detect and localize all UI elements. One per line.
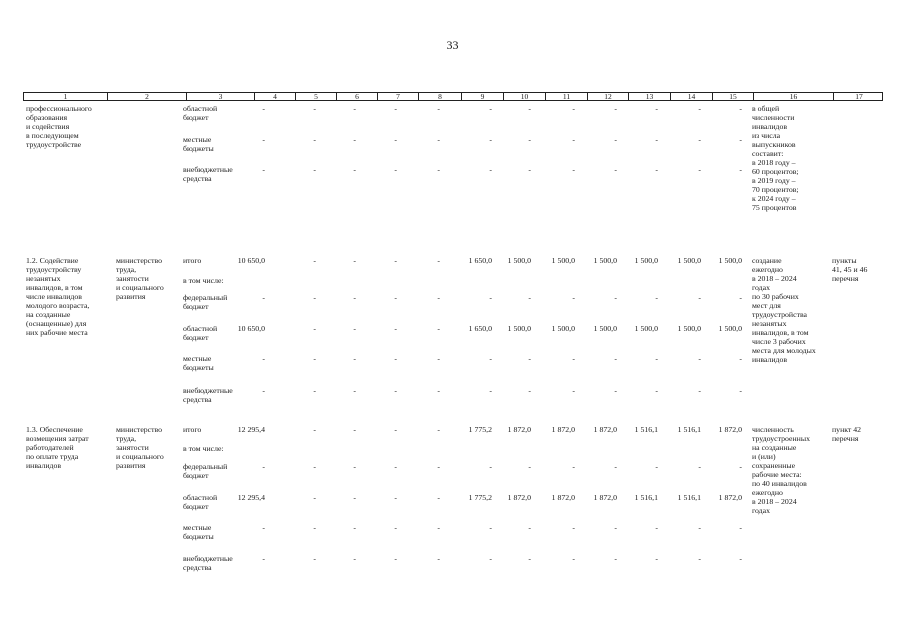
header-cell: 17 [833, 93, 884, 100]
funding-value: - [739, 135, 742, 144]
funding-value: - [739, 104, 742, 113]
funding-source: местные бюджеты [183, 135, 214, 153]
header-cell: 2 [107, 93, 186, 100]
header-cell: 16 [753, 93, 833, 100]
header-cell: 12 [587, 93, 628, 100]
funding-value: - [655, 165, 658, 174]
funding-value: - [614, 462, 617, 471]
funding-value: - [313, 165, 316, 174]
funding-value: - [698, 135, 701, 144]
funding-value: 1 872,0 [551, 425, 575, 434]
header-cell: 8 [418, 93, 461, 100]
funding-value: - [572, 165, 575, 174]
funding-value: - [655, 354, 658, 363]
funding-source: местные бюджеты [183, 523, 214, 541]
funding-value: 1 872,0 [507, 493, 531, 502]
funding-value: - [655, 523, 658, 532]
funding-value: - [698, 104, 701, 113]
funding-value: - [353, 554, 356, 563]
funding-value: 12 295,4 [237, 425, 265, 434]
funding-value: 10 650,0 [237, 256, 265, 265]
funding-value: - [739, 293, 742, 302]
funding-value: - [655, 293, 658, 302]
funding-source: внебюджетные средства [183, 165, 233, 183]
funding-value: - [614, 135, 617, 144]
header-cell: 4 [254, 93, 295, 100]
measure-name: 1.3. Обеспечение возмещения затрат работодателей по оплате труда инвалидов [26, 425, 89, 470]
funding-value: - [698, 354, 701, 363]
funding-value: - [655, 135, 658, 144]
funding-value: - [262, 462, 265, 471]
funding-source: федеральный бюджет [183, 462, 228, 480]
funding-source: итого [183, 256, 202, 265]
funding-value: - [437, 523, 440, 532]
funding-value: - [698, 386, 701, 395]
funding-value: 1 500,0 [718, 256, 742, 265]
funding-source: местные бюджеты [183, 354, 214, 372]
funding-value: - [353, 135, 356, 144]
funding-value: 1 516,1 [677, 425, 701, 434]
funding-value: 1 516,1 [634, 493, 658, 502]
funding-value: - [437, 493, 440, 502]
funding-value: - [437, 425, 440, 434]
header-cell: 14 [670, 93, 712, 100]
header-cell: 11 [545, 93, 587, 100]
funding-value: 1 500,0 [677, 324, 701, 333]
funding-value: - [353, 386, 356, 395]
funding-value: - [394, 493, 397, 502]
funding-value: 1 500,0 [593, 324, 617, 333]
measure-name: профессионального образования и содействия в последующем трудоустройстве [26, 104, 92, 149]
funding-value: 1 500,0 [718, 324, 742, 333]
funding-value: - [437, 256, 440, 265]
funding-value: 1 500,0 [551, 324, 575, 333]
header-cell: 9 [461, 93, 503, 100]
funding-value: - [394, 324, 397, 333]
funding-value: 1 500,0 [634, 256, 658, 265]
funding-value: - [353, 425, 356, 434]
funding-value: - [262, 135, 265, 144]
funding-value: 1 500,0 [634, 324, 658, 333]
funding-source: федеральный бюджет [183, 293, 228, 311]
funding-value: - [262, 165, 265, 174]
header-cell: 6 [336, 93, 377, 100]
funding-value: - [313, 523, 316, 532]
funding-value: - [394, 523, 397, 532]
funding-value: - [528, 523, 531, 532]
funding-value: - [698, 165, 701, 174]
funding-value: - [572, 462, 575, 471]
funding-value: - [528, 554, 531, 563]
funding-value: - [614, 293, 617, 302]
reference-note: пункты 41, 45 и 46 перечня [832, 256, 868, 283]
funding-value: - [572, 293, 575, 302]
funding-value: - [614, 104, 617, 113]
funding-value: - [353, 256, 356, 265]
funding-value: 1 650,0 [468, 324, 492, 333]
funding-value: - [489, 462, 492, 471]
funding-value: - [394, 386, 397, 395]
funding-value: - [394, 104, 397, 113]
funding-value: - [572, 386, 575, 395]
measure-name: 1.2. Содействие трудоустройству незанятых инвалидов, в том числе инвалидов молодого возраста, на созданные (оснащенные) для них рабочие места [26, 256, 90, 337]
funding-source: итого [183, 425, 202, 434]
header-cell: 1 [63, 92, 68, 101]
funding-value: - [572, 554, 575, 563]
funding-value: - [528, 386, 531, 395]
funding-source: областной бюджет [183, 104, 218, 122]
funding-value: - [394, 425, 397, 434]
page-number: 33 [446, 38, 459, 52]
funding-source: в том числе: [183, 444, 224, 453]
funding-value: - [698, 554, 701, 563]
funding-value: - [437, 462, 440, 471]
funding-value: - [262, 386, 265, 395]
funding-value: - [313, 104, 316, 113]
funding-value: - [437, 104, 440, 113]
funding-value: - [528, 104, 531, 113]
funding-source: областной бюджет [183, 493, 218, 511]
target-indicator: создание ежегодно в 2018 – 2024 годах по 30 рабочих мест для трудоустройства незанятых инвалидов, в том числе 3 рабочих места для молодых инвалидов [752, 256, 816, 364]
funding-value: - [572, 523, 575, 532]
funding-value: - [655, 462, 658, 471]
funding-value: - [313, 425, 316, 434]
funding-source: областной бюджет [183, 324, 218, 342]
funding-value: 1 775,2 [468, 425, 492, 434]
funding-value: - [353, 324, 356, 333]
funding-value: - [437, 324, 440, 333]
funding-value: - [313, 462, 316, 471]
funding-value: - [614, 554, 617, 563]
funding-value: - [394, 256, 397, 265]
funding-value: - [437, 354, 440, 363]
funding-value: - [313, 554, 316, 563]
header-cell: 10 [503, 93, 545, 100]
funding-value: 1 775,2 [468, 493, 492, 502]
funding-value: 1 500,0 [677, 256, 701, 265]
target-indicator: численность трудоустроенных на созданные и (или) сохраненные рабочие места: по 40 инвалидов ежегодно в 2018 – 2024 годах [752, 425, 810, 515]
funding-value: - [698, 462, 701, 471]
funding-value: - [437, 386, 440, 395]
funding-value: - [313, 386, 316, 395]
funding-value: 1 872,0 [551, 493, 575, 502]
funding-value: 1 872,0 [593, 493, 617, 502]
funding-value: - [394, 293, 397, 302]
funding-value: - [489, 293, 492, 302]
funding-value: 1 872,0 [593, 425, 617, 434]
funding-value: - [262, 104, 265, 113]
funding-value: - [614, 523, 617, 532]
funding-source: в том числе: [183, 276, 224, 285]
funding-value: - [489, 386, 492, 395]
funding-value: - [489, 554, 492, 563]
target-indicator: в общей численности инвалидов из числа выпускников составит: в 2018 году – 60 процентов; в 2019 году – 70 процентов; к 2024 году – 75 процентов [752, 104, 799, 212]
funding-value: - [313, 256, 316, 265]
funding-value: - [655, 554, 658, 563]
funding-value: 10 650,0 [237, 324, 265, 333]
funding-value: - [437, 293, 440, 302]
funding-value: - [262, 554, 265, 563]
funding-value: - [739, 523, 742, 532]
funding-value: - [353, 354, 356, 363]
funding-value: - [489, 165, 492, 174]
header-cell: 13 [628, 93, 670, 100]
funding-value: 12 295,4 [237, 493, 265, 502]
funding-value: - [394, 462, 397, 471]
header-cell: 7 [377, 93, 418, 100]
funding-value: - [437, 554, 440, 563]
funding-value: 1 500,0 [507, 324, 531, 333]
funding-value: - [698, 293, 701, 302]
funding-value: - [572, 354, 575, 363]
funding-value: 1 516,1 [677, 493, 701, 502]
funding-value: - [313, 293, 316, 302]
funding-value: - [353, 293, 356, 302]
funding-value: - [437, 135, 440, 144]
funding-value: - [353, 462, 356, 471]
funding-value: - [353, 493, 356, 502]
funding-value: 1 650,0 [468, 256, 492, 265]
funding-value: - [614, 165, 617, 174]
funding-value: - [262, 354, 265, 363]
funding-value: - [394, 165, 397, 174]
funding-value: - [262, 293, 265, 302]
funding-value: - [739, 386, 742, 395]
funding-value: - [437, 165, 440, 174]
funding-value: - [739, 165, 742, 174]
funding-value: 1 872,0 [507, 425, 531, 434]
header-cell: 3 [186, 93, 254, 100]
funding-value: - [489, 135, 492, 144]
funding-value: - [528, 135, 531, 144]
funding-value: - [262, 523, 265, 532]
funding-value: - [313, 324, 316, 333]
funding-value: 1 872,0 [718, 425, 742, 434]
funding-value: - [739, 554, 742, 563]
funding-value: - [614, 386, 617, 395]
funding-value: - [528, 462, 531, 471]
funding-value: - [353, 165, 356, 174]
funding-value: - [655, 386, 658, 395]
funding-value: - [313, 354, 316, 363]
executor-name: министерство труда, занятости и социального развития [116, 256, 164, 301]
header-cell: 15 [712, 93, 753, 100]
funding-value: - [394, 554, 397, 563]
funding-value: - [489, 104, 492, 113]
funding-value: - [489, 523, 492, 532]
funding-value: - [489, 354, 492, 363]
funding-source: внебюджетные средства [183, 554, 233, 572]
funding-value: 1 872,0 [718, 493, 742, 502]
funding-value: - [313, 135, 316, 144]
funding-value: - [739, 354, 742, 363]
funding-value: - [528, 165, 531, 174]
funding-source: внебюджетные средства [183, 386, 233, 404]
funding-value: - [528, 293, 531, 302]
funding-value: 1 500,0 [593, 256, 617, 265]
funding-value: - [572, 104, 575, 113]
header-cell: 5 [295, 93, 336, 100]
funding-value: - [614, 354, 617, 363]
funding-value: - [572, 135, 575, 144]
funding-value: 1 516,1 [634, 425, 658, 434]
funding-value: 1 500,0 [551, 256, 575, 265]
funding-value: - [528, 354, 531, 363]
funding-value: 1 500,0 [507, 256, 531, 265]
funding-value: - [394, 135, 397, 144]
executor-name: министерство труда, занятости и социального развития [116, 425, 164, 470]
funding-value: - [739, 462, 742, 471]
funding-value: - [313, 493, 316, 502]
funding-value: - [655, 104, 658, 113]
reference-note: пункт 42 перечня [832, 425, 862, 443]
table-header-row [23, 92, 883, 101]
funding-value: - [394, 354, 397, 363]
funding-value: - [698, 523, 701, 532]
funding-value: - [353, 104, 356, 113]
funding-value: - [353, 523, 356, 532]
